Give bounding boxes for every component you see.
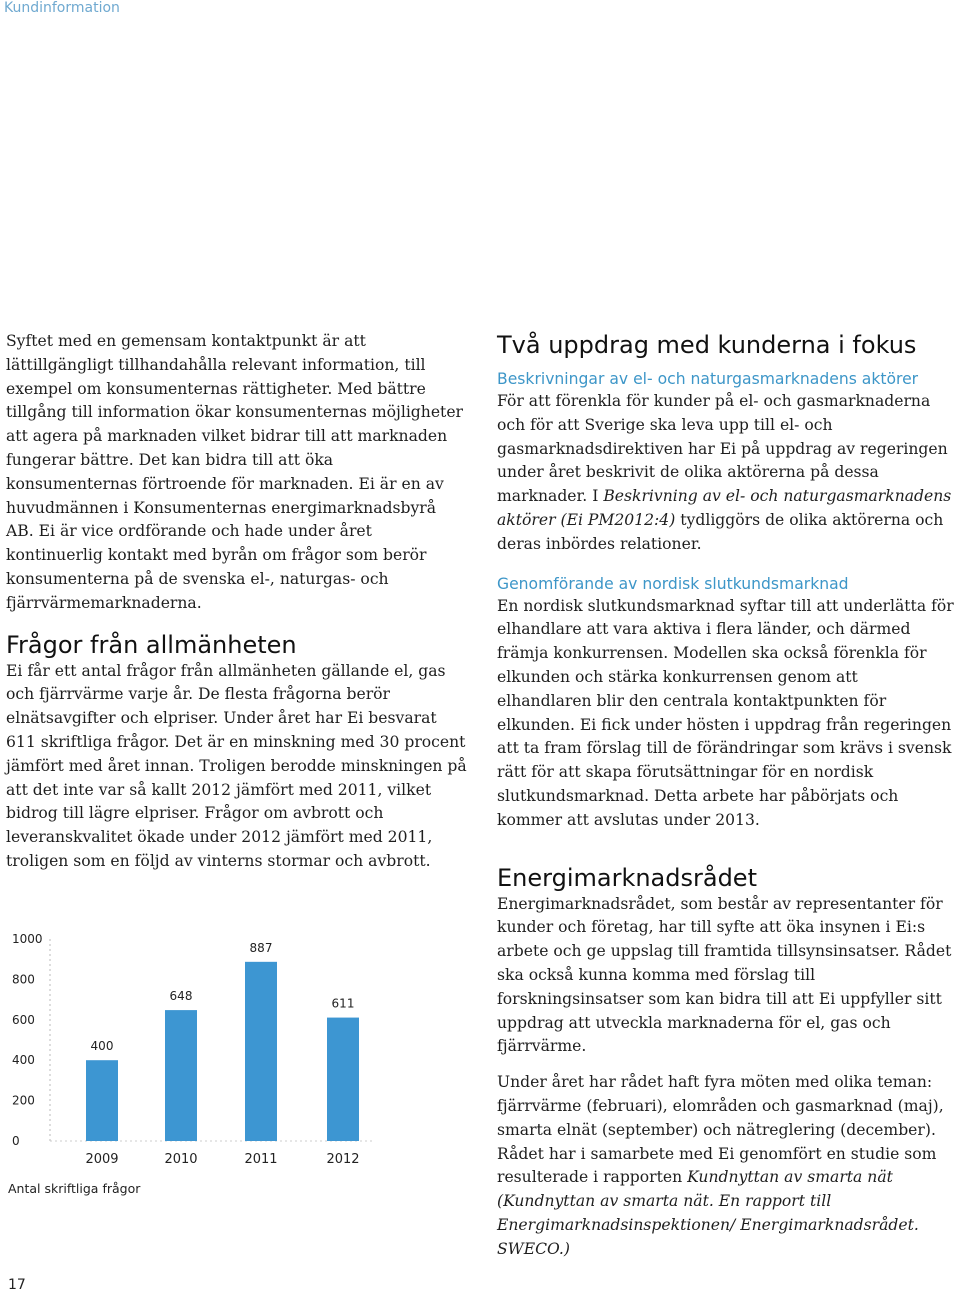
bar-value-label: 400 <box>90 1039 114 1054</box>
questions-bar-chart <box>0 925 380 1205</box>
y-tick-label: 600 <box>12 1012 35 1027</box>
chart-ylabel: Antal skriftliga frågor <box>8 1181 141 1196</box>
section-header-label: Kundinformation <box>4 0 120 16</box>
page-number: 17 <box>8 1277 26 1293</box>
heading-energy-council: Energimarknadsrådet <box>497 863 757 892</box>
bar-2009 <box>86 1060 118 1141</box>
x-category-label: 2011 <box>244 1152 278 1167</box>
bar-2012 <box>327 1018 359 1141</box>
bar-value-label: 611 <box>331 996 355 1011</box>
nordic-market-paragraph: En nordisk slutkundsmarknad syftar till att underlätta för elhandlare att vara aktiva i flera länder, och därmed främja konkurrensen. Modellen ska också förenkla för elkunden och stärka konkurrensen genom att elhandlaren blir den centrala kontaktpunkten för elkunden. Ei fick under hösten i uppdrag från regeringen att ta fram förslag till de förändringar som krävs i svensk rätt för att skapa förutsättningar för en nordisk slutkundsmarknad. Detta arbete har påbörjats och kommer att avslutas under 2013. <box>497 596 954 829</box>
right-column <box>497 330 955 1262</box>
bar-2010 <box>165 1010 197 1141</box>
bar-2011 <box>245 962 277 1141</box>
actors-report-title: Beskrivning av el- och naturgasmarknadens aktörer (Ei PM2012:4) <box>497 487 952 529</box>
heading-two-assignments: Två uppdrag med kunderna i fokus <box>497 331 917 359</box>
bar-value-label: 887 <box>249 940 273 955</box>
subheading-nordic-market: Genomförande av nordisk slutkundsmarknad <box>497 574 849 593</box>
bar-value-label: 648 <box>169 989 193 1004</box>
y-tick-label: 800 <box>12 972 35 987</box>
council-paragraph: Energimarknadsrådet, som består av representanter för kunder och företag, har till syfte att öka insynen i Ei:s arbete och ge uppslag till framtida tillsynsinsatser. Rådet ska också kunna komma med förslag till forskningsinsatser som kan bidra till att Ei uppfyller sitt uppdrag att utveckla marknaderna för el, gas och fjärrvärme. <box>497 894 952 1056</box>
x-category-label: 2009 <box>85 1152 119 1167</box>
y-tick-label: 400 <box>12 1053 35 1068</box>
x-category-label: 2010 <box>164 1152 198 1167</box>
x-category-label: 2012 <box>326 1152 360 1167</box>
y-tick-label: 200 <box>12 1093 35 1108</box>
intro-paragraph: Syftet med en gemensam kontaktpunkt är att lättillgängligt tillhandahålla relevant information, till exempel om konsumenternas rättigheter. Med bättre tillgång till information ökar konsumenternas möjligheter att agera på marknaden vilket bidrar till att marknaden fungerar bättre. Det kan bidra till att öka konsumenternas förtroende för marknaden. Ei är en av huvudmännen i Konsumenternas energimarknadsbyrå AB. Ei är vice ordförande och hade under året kontinuerlig kontakt med byrån om frågor som berör konsumenterna på de svenska el-, naturgas- och fjärrvärmemarknaderna. <box>6 332 464 612</box>
section-heading-questions: Frågor från allmänheten <box>6 630 297 659</box>
y-tick-label: 1000 <box>12 932 43 946</box>
chart-svg <box>0 925 380 1185</box>
council-report-title: Kundnyttan av smarta nät (Kundnyttan av smarta nät. En rapport till Energimarknadsinspektionen/ Energimarknadsrådet. SWECO.) <box>497 1168 919 1258</box>
subheading-actors: Beskrivningar av el- och naturgasmarknadens aktörer <box>497 370 919 388</box>
questions-paragraph: Ei får ett antal frågor från allmänheten gällande el, gas och fjärrvärme varje år. De flesta frågorna berör elnätsavgifter och elpriser. Under året har Ei besvarat 611 skriftliga frågor. Det är en minskning med 30 procent jämfört med året innan. Troligen berodde minskningen på att det inte var så kallt 2012 jämfört med 2011, vilket bidrog till lägre elpriser. Frågor om avbrott och leveranskvalitet ökade under 2012 jämfört med 2011, troligen som en följd av vinterns stormar och avbrott. <box>6 661 467 870</box>
actors-paragraph <box>497 390 955 557</box>
actors-paragraph-text-a: För att förenkla för kunder på el- och gasmarknaderna och för att Sverige ska leva upp till el- och gasmarknadsdirektiven har Ei på uppdrag av regeringen under året beskrivit de olika aktörerna på dessa marknader. I <box>497 392 948 506</box>
council-meetings-paragraph <box>497 1071 955 1261</box>
left-column <box>6 330 468 874</box>
council-meetings-text: Under året har rådet haft fyra möten med olika teman: fjärrvärme (februari), elområden och gasmarknad (maj), smarta elnät (september) och nätreglering (december). Rådet har i samarbete med Ei genomfört en studie som resulterade i rapporten <box>497 1073 944 1187</box>
actors-paragraph-text-b: tydliggörs de olika aktörerna och deras inbördes relationer. <box>497 510 944 553</box>
y-tick-label: 0 <box>12 1134 20 1148</box>
